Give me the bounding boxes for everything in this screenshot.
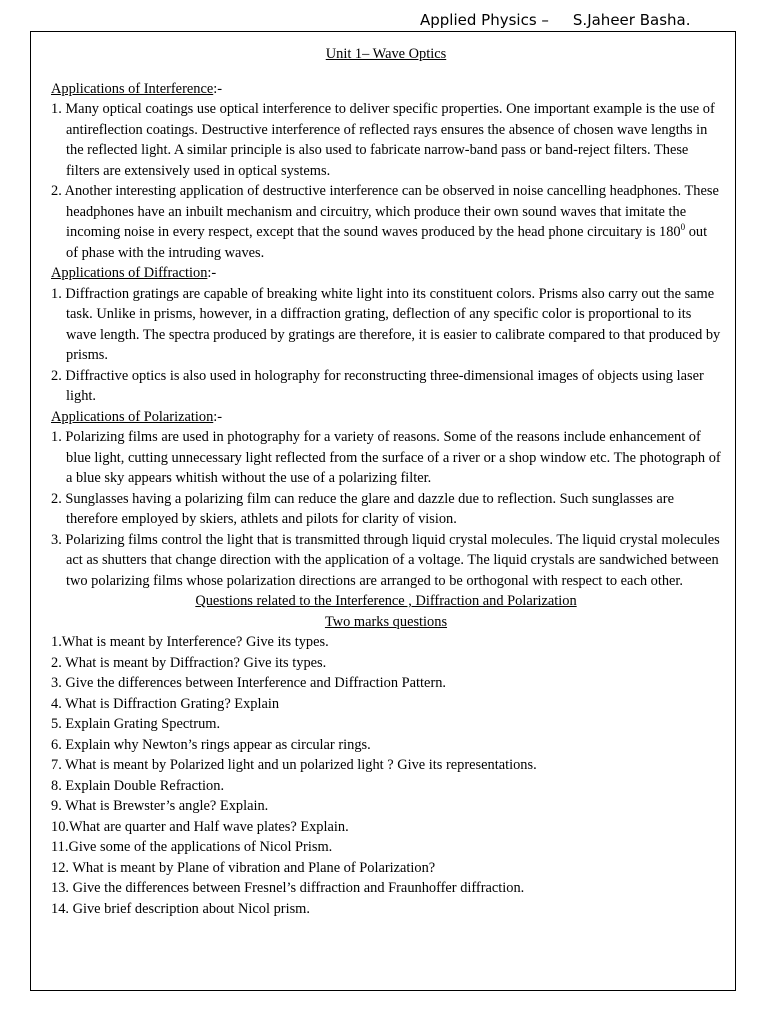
question-item: 5. Explain Grating Spectrum. [51, 716, 221, 732]
question-item: 14. Give brief description about Nicol prism. [51, 900, 310, 917]
list-item: 1. Polarizing films are used in photography for a variety of reasons. Some of the reasons include enhancement of blue light, cutting unnecessary light reflected from the surface of a river or a shop window etc. The photograph of a blue sky appears whitish without the use of a polarizing filter. [51, 429, 721, 486]
question-item: 2. What is meant by Diffraction? Give its types. [51, 654, 327, 671]
question-item: 1.What is meant by Interference? Give its types. [51, 634, 329, 650]
list-item: 3. Polarizing films control the light that is transmitted through liquid crystal molecules. The liquid crystal molecules act as shutters that change direction with the application of a voltage. The liquid crystals are sandwiched between two polarizing films whose polarization directions are arranged to be orthogonal with respect to each other. [51, 531, 720, 589]
list-item: 2. Diffractive optics is also used in holography for reconstructing three-dimensional images of objects using laser light. [51, 367, 704, 404]
question-item: 13. Give the differences between Fresnel’s diffraction and Fraunhoffer diffraction. [51, 880, 525, 896]
section-heading-polarization: Applications of Polarization:- [51, 408, 223, 425]
question-item: 7. What is meant by Polarized light and un polarized light ? Give its representations. [51, 757, 537, 773]
page-header [420, 11, 690, 29]
section-heading-diffraction: Applications of Diffraction:- [51, 265, 217, 281]
question-item: 4. What is Diffraction Grating? Explain [51, 695, 280, 712]
question-item: 11.Give some of the applications of Nicol Prism. [51, 839, 333, 855]
header-author: S.Jaheer Basha. [572, 11, 691, 29]
questions-subheading: Two marks questions [324, 613, 448, 630]
list-item: 1. Diffraction gratings are capable of breaking white light into its constituent colors. Prisms also carry out the same task. Unlike in prisms, however, in a diffraction grating, deflection of any specific color is proportional to its wave length. The spectra produced by gratings are therefore, it is easier to calibrate compared to that produced by prisms. [51, 285, 721, 363]
header-subject: Applied Physics – [420, 11, 549, 29]
question-item: 9. What is Brewster’s angle? Explain. [51, 798, 269, 814]
document-title: Unit 1– Wave Optics [325, 46, 447, 62]
question-item: 8. Explain Double Refraction. [51, 777, 225, 794]
questions-heading: Questions related to the Interference , Diffraction and Polarization [195, 593, 577, 609]
question-item: 6. Explain why Newton’s rings appear as circular rings. [51, 736, 371, 753]
question-item: 3. Give the differences between Interference and Diffraction Pattern. [51, 675, 447, 691]
list-item: 1. Many optical coatings use optical interference to deliver specific properties. One important example is the use of antireflection coatings. Destructive interference of reflected rays ensures the absence of chosen wave lengths in the reflected light. A similar principle is also used to fabricate narrow-band pass or band-reject filters. These filters are extensively used in optical systems. [51, 101, 715, 179]
list-item: 2. Another interesting application of destructive interference can be observed in noise cancelling headphones. These headphones have an inbuilt mechanism and circuitry, which produce their own sound waves that imitate the incoming noise in every respect, except that the sound waves produced by the head phone circuitary is $180^0$ out of phase with the intruding waves. [51, 183, 719, 261]
question-item: 10.What are quarter and Half wave plates? Explain. [51, 818, 349, 835]
list-item: 2. Sunglasses having a polarizing film can reduce the glare and dazzle due to reflection. Such sunglasses are therefore employed by skiers, athlets and pilots for clarity of vision. [51, 490, 674, 527]
question-item: 12. What is meant by Plane of vibration and Plane of Polarization? [51, 859, 436, 876]
document-body [51, 44, 721, 919]
section-heading-interference: Applications of Interference:- [51, 80, 223, 97]
